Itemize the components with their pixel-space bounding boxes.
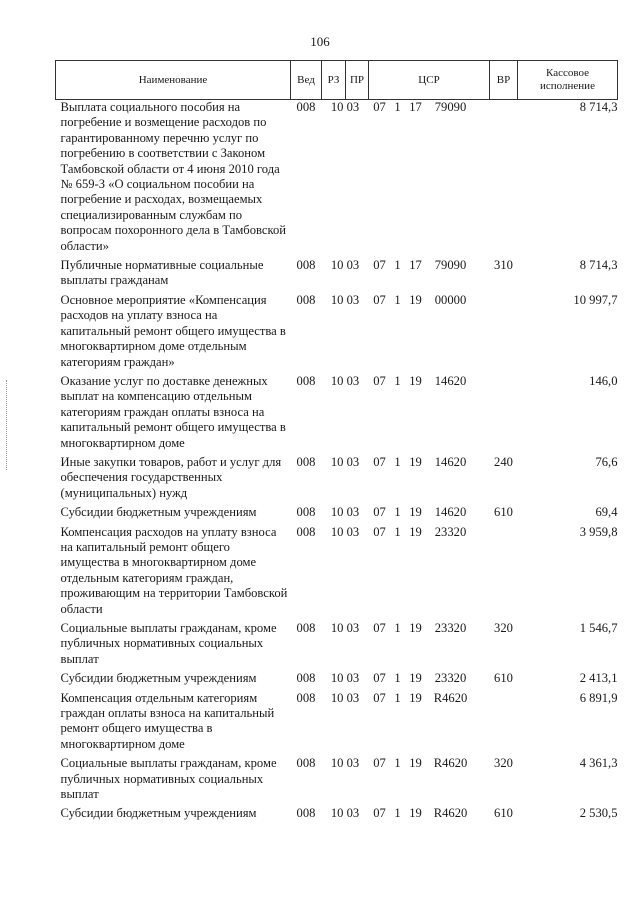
csr-part: 19	[409, 756, 422, 771]
table-row	[56, 100, 618, 259]
csr-part: 14620	[434, 373, 467, 388]
row-name: Компенсация расходов на уплату взноса на капитальный ремонт общего имущества в многоквартирном доме отдельным категориям граждан, проживающим на территории Тамбовской области	[60, 524, 288, 616]
row-csr	[369, 756, 490, 806]
csr-part: 07	[373, 524, 386, 539]
csr-part: 1	[394, 292, 401, 307]
row-csr	[369, 374, 490, 455]
row-name: Социальные выплаты гражданам, кроме публичных нормативных социальных выплат	[60, 756, 277, 802]
row-csr	[369, 525, 490, 621]
csr-part: 1	[394, 373, 401, 388]
csr-part: 1	[394, 756, 401, 771]
csr-part: 19	[409, 373, 422, 388]
csr-part: 23320	[434, 524, 467, 539]
row-vr: 610	[494, 806, 513, 821]
row-csr	[369, 455, 490, 505]
csr-part: 1	[394, 258, 401, 273]
row-name: Основное мероприятие «Компенсация расходов на уплату взноса на капитальный ремонт общего имущества в многоквартирном доме отдельным категориям граждан»	[60, 292, 286, 369]
csr-part: 07	[373, 258, 386, 273]
table-row	[56, 691, 618, 757]
csr-part: R4620	[433, 690, 468, 705]
csr-part: 07	[373, 806, 386, 821]
csr-part: 07	[373, 621, 386, 635]
row-vr: 610	[494, 505, 513, 520]
header-name: Наименование	[56, 61, 291, 100]
csr-part: 1	[394, 524, 401, 539]
csr-part: 17	[409, 100, 422, 114]
row-csr	[369, 691, 490, 757]
row-name: Публичные нормативные социальные выплаты гражданам	[60, 258, 264, 288]
row-rz-pr: 10 03	[330, 756, 360, 771]
margin-mark	[6, 380, 11, 470]
row-rz-pr: 10 03	[330, 690, 360, 705]
row-name: Субсидии бюджетным учреждениям	[60, 806, 257, 821]
row-ved: 008	[296, 100, 316, 114]
row-csr	[369, 100, 490, 259]
row-csr	[369, 505, 490, 524]
row-name: Иные закупки товаров, работ и услуг для обеспечения государственных (муниципальных) нужд	[60, 454, 282, 500]
csr-part: 19	[409, 505, 422, 520]
csr-part: 07	[373, 454, 386, 469]
row-csr	[369, 621, 490, 671]
csr-part: 19	[409, 806, 422, 821]
csr-part: 23320	[434, 671, 467, 686]
row-vr: 320	[494, 621, 513, 635]
csr-part: 19	[409, 671, 422, 686]
row-amount: 6 891,9	[579, 690, 618, 705]
row-vr: 310	[494, 258, 513, 273]
row-amount: 1 546,7	[579, 621, 618, 635]
table-row	[56, 525, 618, 621]
csr-part: 14620	[434, 505, 467, 520]
header-rz: РЗ	[322, 61, 346, 100]
row-rz-pr: 10 03	[330, 505, 360, 520]
table-row	[56, 756, 618, 806]
row-vr: 320	[494, 756, 513, 771]
row-amount: 69,4	[595, 505, 618, 520]
row-name: Оказание услуг по доставке денежных выплат на компенсацию отдельным категориям граждан оплаты взноса на капитальный ремонт общего имущества в многоквартирном доме	[60, 373, 286, 450]
row-name: Субсидии бюджетным учреждениям	[60, 671, 257, 686]
row-rz-pr: 10 03	[330, 100, 360, 114]
csr-part: R4620	[433, 806, 468, 821]
page-number: 106	[310, 34, 330, 49]
row-csr	[369, 806, 490, 825]
table-row	[56, 621, 618, 671]
csr-part: 19	[409, 690, 422, 705]
row-name: Компенсация отдельным категориям граждан оплаты взноса на капитальный ремонт общего имущества в многоквартирном доме	[60, 690, 275, 751]
row-csr	[369, 258, 490, 293]
row-name: Выплата социального пособия на погребение и возмещение расходов по гарантированному перечню услуг по погребению в соответствии с Законом Тамбовской области от 4 июня 2010 года № 659-З «О социальном пособии на погребение и расходах, возмещаемых специализированным службам по вопросам похоронного дела в Тамбовской области»	[60, 100, 286, 253]
row-vr: 610	[494, 671, 513, 686]
row-ved: 008	[296, 373, 316, 388]
csr-part: 1	[394, 621, 401, 635]
header-amount: Кассовое исполнение	[518, 61, 618, 100]
table-row	[56, 293, 618, 374]
row-rz-pr: 10 03	[330, 292, 360, 307]
row-ved: 008	[296, 621, 316, 635]
row-ved: 008	[296, 671, 316, 686]
row-ved: 008	[296, 806, 316, 821]
csr-part: 19	[409, 454, 422, 469]
row-amount: 3 959,8	[579, 524, 618, 539]
row-vr	[490, 100, 518, 259]
csr-part: 19	[409, 621, 422, 635]
csr-part: 79090	[434, 258, 467, 273]
csr-part: 1	[394, 100, 401, 114]
row-amount: 4 361,3	[579, 756, 618, 771]
row-ved: 008	[296, 756, 316, 771]
csr-part: 1	[394, 671, 401, 686]
csr-part: 00000	[434, 292, 467, 307]
row-csr	[369, 293, 490, 374]
row-rz-pr: 10 03	[330, 621, 360, 635]
row-rz-pr: 10 03	[330, 373, 360, 388]
row-amount: 146,0	[589, 373, 618, 388]
row-vr	[490, 293, 518, 374]
csr-part: R4620	[433, 756, 468, 771]
csr-part: 19	[409, 292, 422, 307]
header-pr: ПР	[346, 61, 369, 100]
csr-part: 07	[373, 373, 386, 388]
csr-part: 79090	[434, 100, 467, 114]
row-amount: 76,6	[595, 454, 618, 469]
row-rz-pr: 10 03	[330, 524, 360, 539]
csr-part: 1	[394, 505, 401, 520]
row-amount: 2 413,1	[579, 671, 618, 686]
row-ved: 008	[296, 524, 316, 539]
row-vr	[490, 691, 518, 757]
csr-part: 07	[373, 505, 386, 520]
row-rz-pr: 10 03	[330, 671, 360, 686]
table-row	[56, 374, 618, 455]
csr-part: 07	[373, 671, 386, 686]
csr-part: 1	[394, 690, 401, 705]
header-csr: ЦСР	[369, 61, 490, 100]
csr-part: 19	[409, 524, 422, 539]
row-ved: 008	[296, 258, 316, 273]
row-vr	[490, 374, 518, 455]
csr-part: 1	[394, 454, 401, 469]
row-amount: 8 714,3	[579, 100, 618, 114]
row-ved: 008	[296, 690, 316, 705]
row-amount: 8 714,3	[579, 258, 618, 273]
table-row	[56, 671, 618, 690]
row-name: Субсидии бюджетным учреждениям	[60, 505, 257, 520]
csr-part: 07	[373, 756, 386, 771]
csr-part: 07	[373, 292, 386, 307]
row-ved: 008	[296, 454, 316, 469]
csr-part: 17	[409, 258, 422, 273]
budget-table	[55, 60, 618, 826]
csr-part: 23320	[434, 621, 467, 635]
header-vr: ВР	[490, 61, 518, 100]
row-rz-pr: 10 03	[330, 258, 360, 273]
row-rz-pr: 10 03	[330, 454, 360, 469]
row-vr: 240	[494, 454, 513, 469]
table-row	[56, 455, 618, 505]
table-row	[56, 806, 618, 825]
csr-part: 07	[373, 690, 386, 705]
row-vr	[490, 525, 518, 621]
csr-part: 14620	[434, 454, 467, 469]
table-header-row	[56, 61, 618, 100]
table-row	[56, 505, 618, 524]
row-rz-pr: 10 03	[330, 806, 360, 821]
csr-part: 07	[373, 100, 386, 114]
header-ved: Вед	[291, 61, 322, 100]
row-ved: 008	[296, 505, 316, 520]
row-amount: 2 530,5	[579, 806, 618, 821]
row-name: Социальные выплаты гражданам, кроме публичных нормативных социальных выплат	[60, 621, 277, 666]
csr-part: 1	[394, 806, 401, 821]
row-amount: 10 997,7	[573, 292, 618, 307]
row-csr	[369, 671, 490, 690]
table-row	[56, 258, 618, 293]
row-ved: 008	[296, 292, 316, 307]
